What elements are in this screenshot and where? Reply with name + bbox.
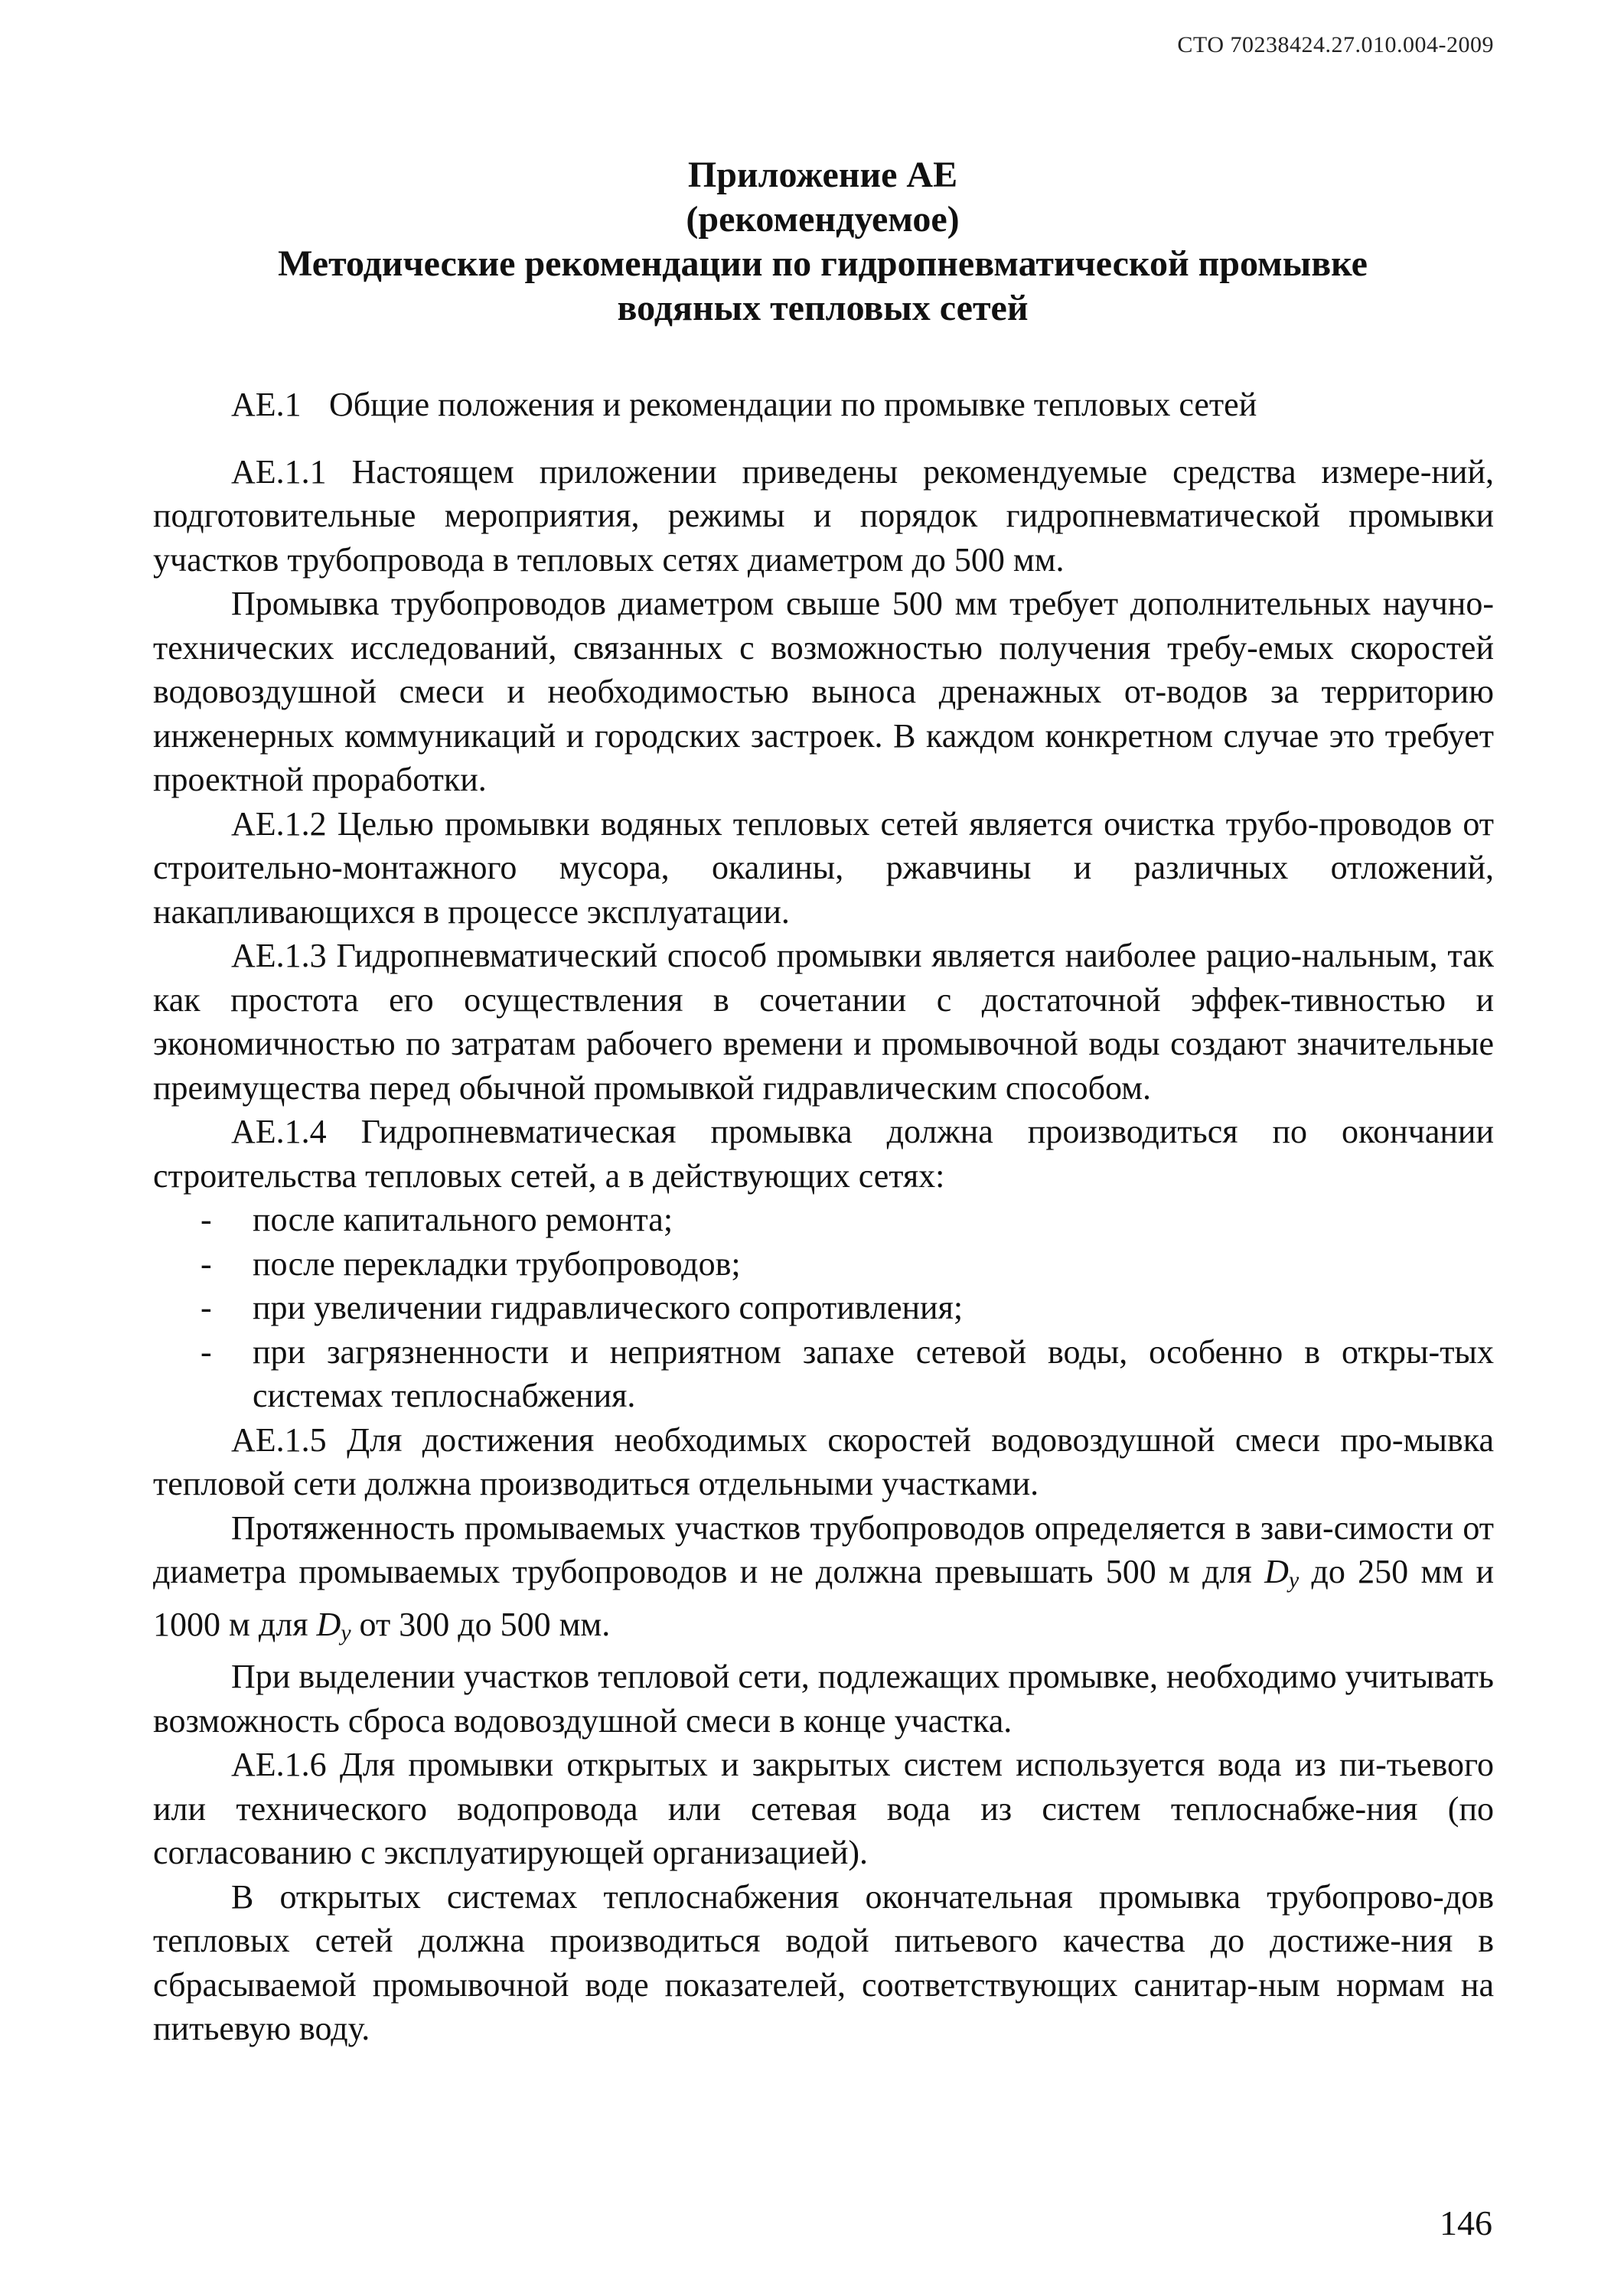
paragraph-ae-1-1: АЕ.1.1 Настоящем приложении приведены рекомендуемые средства измере-ний, подготовительные мероприятия, режимы и порядок гидропневматической промывки участков трубопровода в тепловых сетях диаметром до 500 мм. [153, 452, 1494, 579]
dash-bullet-icon: - [201, 1332, 212, 1371]
paragraph: В открытых системах теплоснабжения окончательная промывка трубопрово-дов тепловых сетей должна производиться водой питьевого качества до достиже-ния в сбрасываемой промывочной воде показателей, соответствующих санитар-ным нормам на питьевую воду. [153, 1877, 1494, 2047]
paragraph: Промывка трубопроводов диаметром свыше 500 мм требует дополнительных научно-технических исследований, связанных с возможностью получения требу-емых скоростей водовоздушной смеси и необходимостью выноса дренажных от-водов за территорию инженерных коммуникаций и городских застроек. В каждом конкретном случае это требует проектной проработки. [153, 585, 1494, 798]
nominal-diameter-symbol: $D_y$ [1264, 1553, 1300, 1593]
paragraph-ae-1-5: АЕ.1.5 Для достижения необходимых скоростей водовоздушной смеси про-мывка тепловой сети должна производиться отдельными участками. [153, 1420, 1494, 1502]
nominal-diameter-symbol: $D_y$ [316, 1605, 351, 1645]
section-title: Общие положения и рекомендации по промывке тепловых сетей [329, 386, 1257, 423]
document-body [153, 383, 1494, 2051]
dash-bullet-icon: - [201, 1201, 212, 1238]
list-item: - при загрязненности и неприятном запахе сетевой воды, особенно в откры-тых системах теплоснабжения. [153, 1330, 1494, 1418]
list-item: - при увеличении гидравлического сопротивления; [153, 1286, 1494, 1330]
paragraph-section-length: Протяженность промываемых участков трубопроводов определяется в зави-симости от диаметра промываемых трубопроводов и не должна превышать 500 м для $D_y$ до 250 мм и 1000 м для $D_y$ от 300 до 500 мм. [153, 1508, 1495, 1645]
paragraph-ae-1-4: АЕ.1.4 Гидропневматическая промывка должна производиться по окончании строительства тепловых сетей, а в действующих сетях: [153, 1113, 1494, 1195]
dash-bullet-icon: - [201, 1289, 212, 1326]
section-number: АЕ.1 [231, 386, 302, 423]
appendix-title-line: Приложение АЕ [687, 155, 958, 195]
section-heading [153, 383, 1494, 427]
list-item: - после перекладки трубопроводов; [153, 1242, 1494, 1287]
paragraph-ae-1-2: АЕ.1.2 Целью промывки водяных тепловых сетей является очистка трубо-проводов от строительно-монтажного мусора, окалины, ржавчины и различных отложений, накапливающихся в процессе эксплуатации. [153, 804, 1494, 931]
document-code: СТО 70238424.27.010.004-2009 [1177, 32, 1494, 57]
appendix-status: (рекомендуемое) [686, 199, 960, 240]
conditions-list [153, 1198, 1494, 1418]
appendix-subject-line: водяных тепловых сетей [617, 288, 1029, 328]
page-number: 146 [1440, 2203, 1492, 2242]
paragraph-ae-1-6: АЕ.1.6 Для промывки открытых и закрытых систем используется вода из пи-тьевого или технического водопровода или сетевая вода из систем теплоснабже-ния (по согласованию с эксплуатирующей организацией). [153, 1746, 1494, 1871]
paragraph: При выделении участков тепловой сети, подлежащих промывке, необходимо учитывать возможность сброса водовоздушной смеси в конце участка. [153, 1658, 1494, 1740]
dash-bullet-icon: - [201, 1244, 212, 1283]
appendix-subject-line: Методические рекомендации по гидропневматической промывке [278, 243, 1368, 284]
appendix-title [153, 153, 1492, 331]
list-item: - после капитального ремонта; [153, 1198, 1494, 1242]
paragraph-ae-1-3: АЕ.1.3 Гидропневматический способ промывки является наиболее рацио-нальным, так как простота его осуществления в сочетании с достаточной эффек-тивностью и экономичностью по затратам рабочего времени и промывочной воды создают значительные преимущества перед обычной промывкой гидравлическим способом. [153, 937, 1494, 1107]
